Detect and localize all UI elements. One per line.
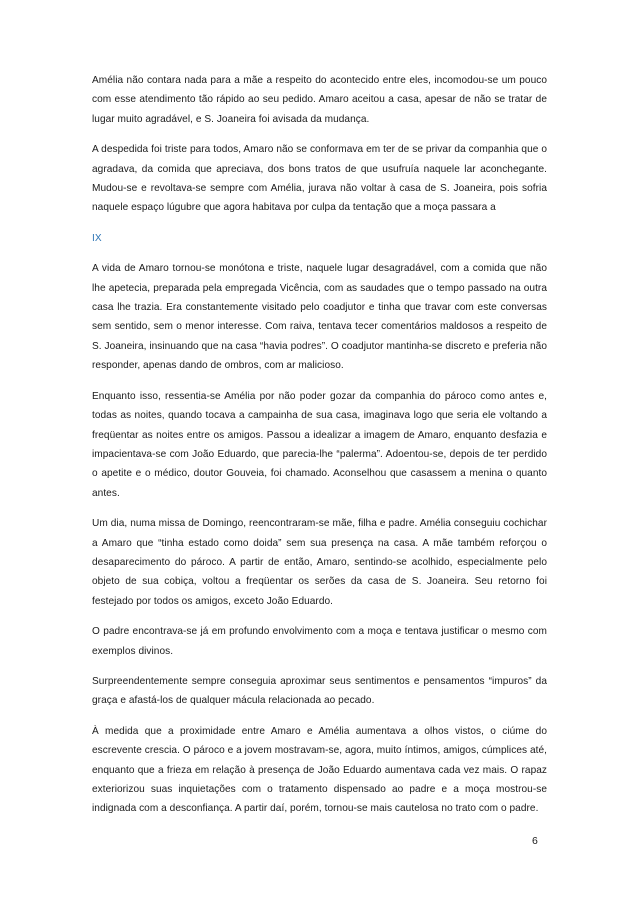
paragraph: A despedida foi triste para todos, Amaro não se conformava em ter de se privar da companhia que o agradava, da comida que apreciava, dos bons tratos de que usufruía naquele lar aconchegante. Mudou-se e revoltava-se sempre com Amélia, jurava não voltar à casa de S. Joaneira, pois sofria naquele espaço lúgubre que agora habitava por culpa da tentação que a moça passara a	[92, 144, 547, 214]
paragraph: Surpreendentemente sempre conseguia aproximar seus sentimentos e pensamentos “impuros” da graça e afastá-los de qualquer mácula relacionada ao pecado.	[92, 675, 547, 707]
paragraph: À medida que a proximidade entre Amaro e Amélia aumentava a olhos vistos, o ciúme do escrevente crescia. O pároco e a jovem mostravam-se, agora, muito íntimos, amigos, cúmplices até, enquanto que a frieza em relação à presença de João Eduardo aumentava cada vez mais. O rapaz exteriorizou suas inquietações com o tratamento dispensado ao padre e a moça mostrou-se indignada com a desconfiança. A partir daí, porém, tornou-se mais cautelosa no trato com o padre.	[92, 725, 547, 815]
paragraph: A vida de Amaro tornou-se monótona e triste, naquele lugar desagradável, com a comida que não lhe apetecia, preparada pela empregada Vicência, com as saudades que o tempo passado na outra casa lhe trazia. Era constantemente visitado pelo coadjutor e tinha que travar com este conversas sem sentido, sem o menor interesse. Com raiva, tentava tecer comentários maldosos a respeito de S. Joaneira, insinuando que na casa “havia podres”. O coadjutor mantinha-se discreto e preferia não responder, apenas dando de ombros, com ar malicioso.	[92, 263, 547, 372]
chapter-heading: IX	[92, 232, 102, 244]
paragraph: Um dia, numa missa de Domingo, reencontraram-se mãe, filha e padre. Amélia conseguiu cochichar a Amaro que “tinha estado como doida” sem sua presença na casa. A mãe também reforçou o desaparecimento do pároco. A partir de então, Amaro, sentindo-se acolhido, especialmente pelo objeto de sua cobiça, voltou a freqüentar os serões da casa de S. Joaneira. Seu retorno foi festejado por todos os amigos, exceto João Eduardo.	[92, 518, 547, 607]
paragraph: O padre encontrava-se já em profundo envolvimento com a moça e tentava justificar o mesmo com exemplos divinos.	[92, 626, 547, 657]
paragraph: Enquanto isso, ressentia-se Amélia por não poder gozar da companhia do pároco como antes e, todas as noites, quando tocava a campainha de sua casa, imaginava logo que seria ele voltando a freqüentar as noites entre os amigos. Passou a idealizar a imagem de Amaro, enquanto desfazia e impacientava-se com João Eduardo, que parecia-lhe “palerma”. Adoentou-se, depois de ter perdido o apetite e o médico, doutor Gouveia, foi chamado. Aconselhou que casassem a menina o quanto antes.	[92, 390, 547, 499]
paragraph: Amélia não contara nada para a mãe a respeito do acontecido entre eles, incomodou-se um pouco com esse atendimento tão rápido ao seu pedido. Amaro aceitou a casa, apesar de não se tratar de lugar muito agradável, e S. Joaneira foi avisada da mudança.	[92, 75, 547, 125]
page-number: 6	[532, 835, 538, 847]
document-body	[92, 71, 547, 830]
